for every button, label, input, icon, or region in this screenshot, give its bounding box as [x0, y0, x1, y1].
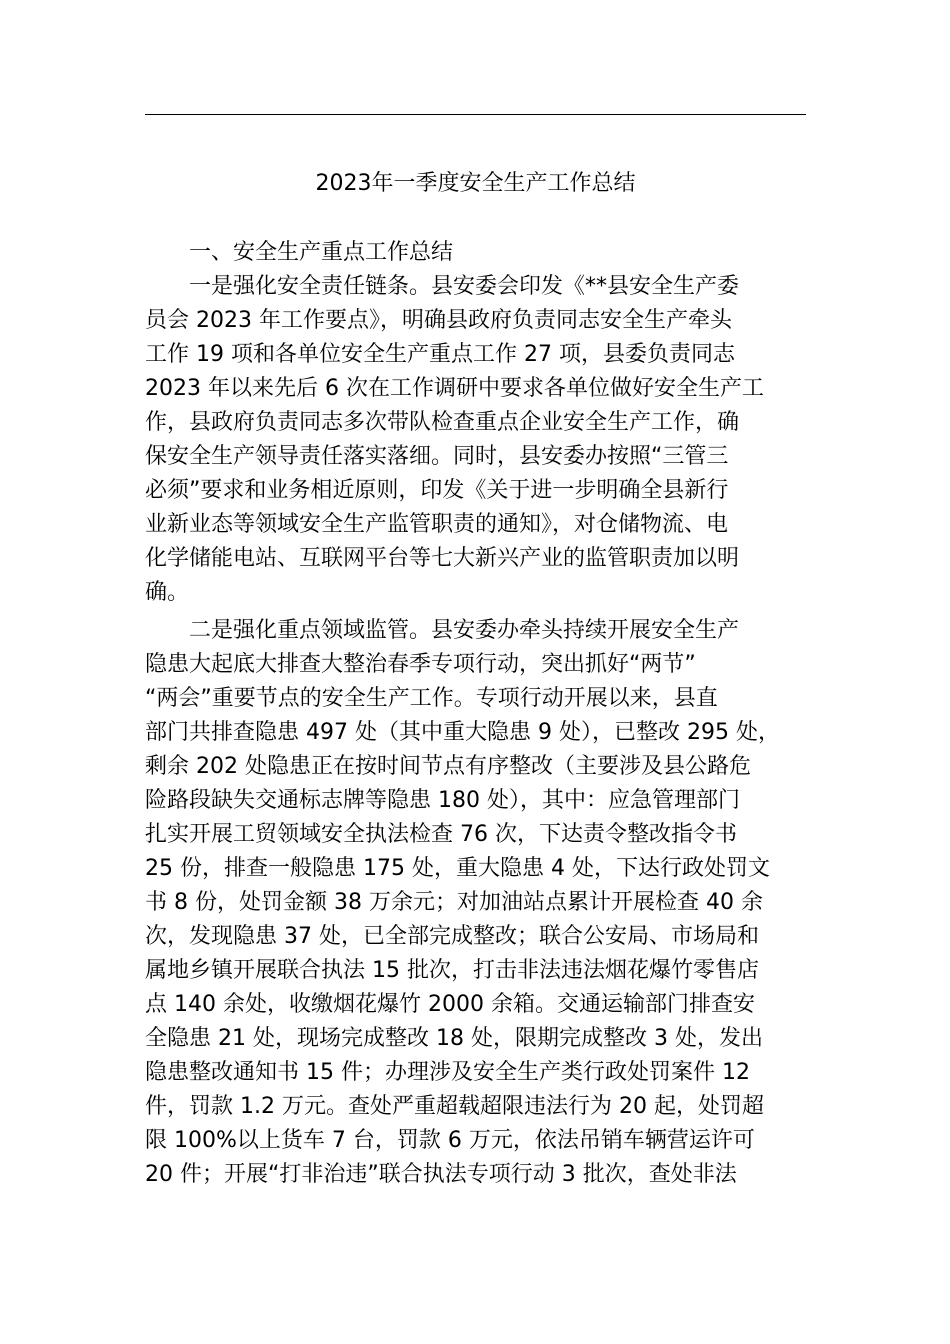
paragraph-line: 隐患整改通知书 15 件；办理涉及安全生产类行政处罚案件 12 — [145, 1060, 750, 1085]
paragraph-line: 20 件；开展“打非治违”联合执法专项行动 3 批次，查处非法 — [145, 1162, 737, 1187]
paragraph-line: 作，县政府负责同志多次带队检查重点企业安全生产工作，确 — [145, 410, 740, 435]
paragraph-line: 限 100%以上货车 7 台，罚款 6 万元，依法吊销车辆营运许可 — [145, 1128, 755, 1153]
paragraph-line: 书 8 份，处罚金额 38 万余元；对加油站点累计开展检查 40 余 — [145, 890, 763, 915]
paragraph-line: 二是强化重点领域监管。县安委办牵头持续开展安全生产 — [189, 618, 740, 643]
paragraph-line: 点 140 余处，收缴烟花爆竹 2000 余箱。交通运输部门排查安 — [145, 992, 755, 1017]
paragraph-line: 件，罚款 1.2 万元。查处严重超载超限违法行为 20 起，处罚超 — [145, 1094, 764, 1119]
paragraph-line: 确。 — [145, 580, 190, 605]
paragraph-line: 属地乡镇开展联合执法 15 批次，打击非法违法烟花爆竹零售店 — [145, 958, 759, 983]
paragraph-line: 次，发现隐患 37 处，已全部完成整改；联合公安局、市场局和 — [145, 924, 759, 949]
paragraph-line: 保安全生产领导责任落实落细。同时，县安委办按照“三管三 — [145, 444, 729, 469]
paragraph-line: 剩余 202 处隐患正在按时间节点有序整改（主要涉及县公路危 — [145, 754, 751, 779]
paragraph-line: 险路段缺失交通标志牌等隐患 180 处），其中：应急管理部门 — [145, 788, 740, 813]
paragraph-line: 2023 年以来先后 6 次在工作调研中要求各单位做好安全生产工 — [145, 376, 764, 401]
paragraph-line: 扎实开展工贸领域安全执法检查 76 次，下达责令整改指令书 — [145, 822, 737, 847]
section-heading: 一、安全生产重点工作总结 — [189, 240, 454, 265]
paragraph-line: 一是强化安全责任链条。县安委会印发《**县安全生产委 — [189, 274, 740, 299]
paragraph-line: 员会 2023 年工作要点》，明确县政府负责同志安全生产牵头 — [145, 308, 732, 333]
document-title: 2023年一季度安全生产工作总结 — [315, 171, 636, 196]
paragraph-line: 部门共排查隐患 497 处（其中重大隐患 9 处），已整改 295 处， — [145, 720, 780, 745]
header-rule — [145, 114, 806, 115]
paragraph-line: “两会”重要节点的安全生产工作。专项行动开展以来，县直 — [145, 686, 718, 711]
paragraph-line: 全隐患 21 处，现场完成整改 18 处，限期完成整改 3 处，发出 — [145, 1026, 763, 1051]
paragraph-line: 隐患大起底大排查大整治春季专项行动，突出抓好“两节” — [145, 652, 696, 677]
paragraph-line: 业新业态等领域安全生产监管职责的通知》，对仓储物流、电 — [145, 512, 729, 537]
paragraph-line: 必须”要求和业务相近原则，印发《关于进一步明确全县新行 — [145, 478, 729, 503]
paragraph-line: 工作 19 项和各单位安全生产重点工作 27 项，县委负责同志 — [145, 342, 735, 367]
paragraph-line: 化学储能电站、互联网平台等七大新兴产业的监管职责加以明 — [145, 546, 740, 571]
paragraph-line: 25 份，排查一般隐患 175 处，重大隐患 4 处，下达行政处罚文 — [145, 856, 770, 881]
